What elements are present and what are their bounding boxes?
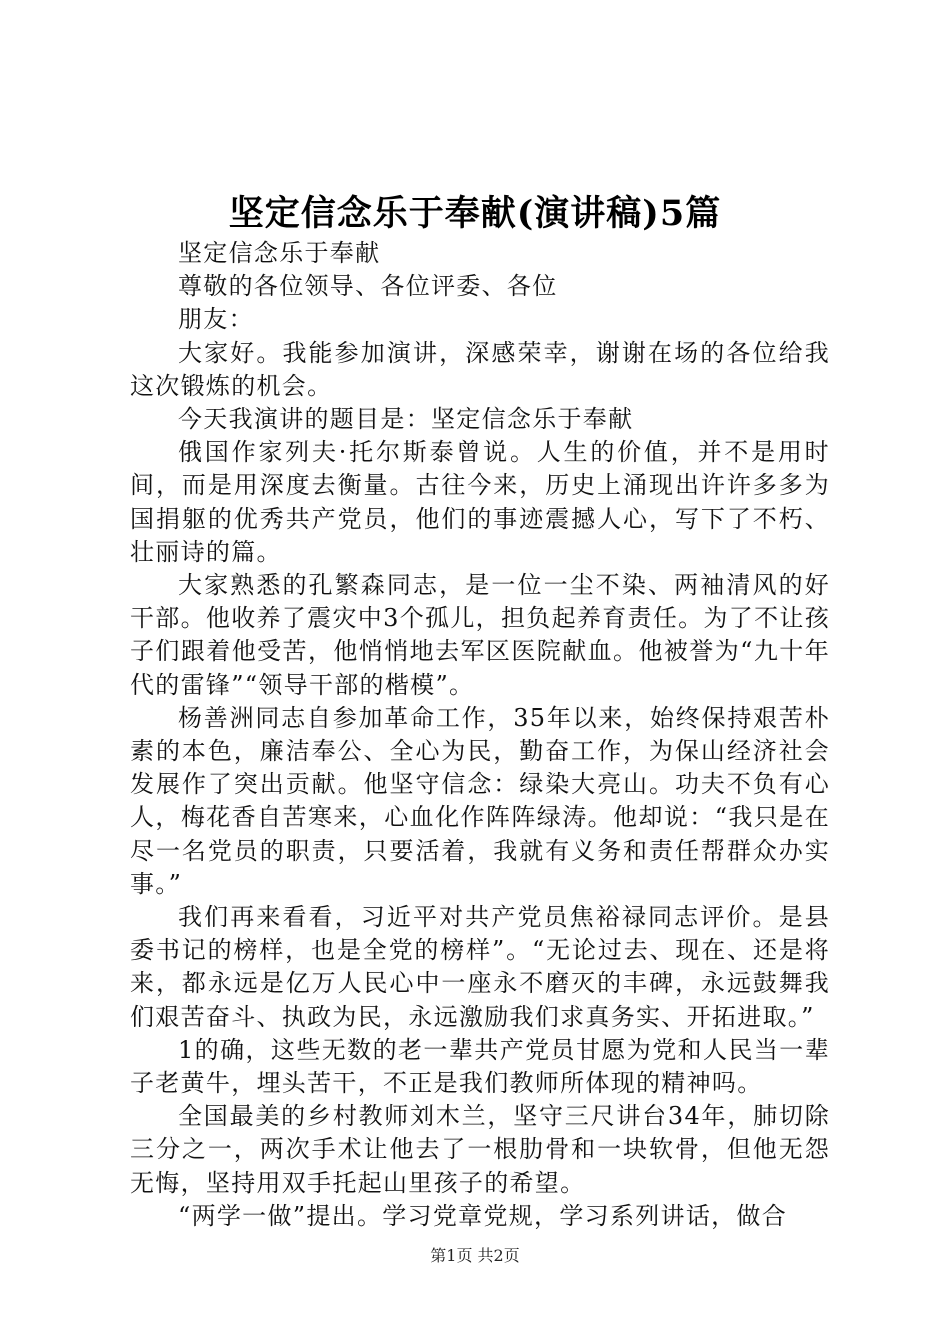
paragraph: 我们再来看看，习近平对共产党员焦裕禄同志评价。是县委书记的榜样，也是全党的榜样”。“无论过去、现在、还是将来，都永远是亿万人民心中一座永不磨灭的丰碑，永远鼓舞我们艰苦奋斗、执政为民，永远激励我们求真务实、开拓进取。” [130, 903, 830, 1031]
paragraph: 俄国作家列夫·托尔斯泰曾说。人生的价值，并不是用时间，而是用深度去衡量。古往今来，历史上涌现出许许多多为国捐躯的优秀共产党员，他们的事迹震撼人心，写下了不朽、壮丽诗的篇。 [130, 438, 830, 566]
paragraph: 大家熟悉的孔繁森同志，是一位一尘不染、两袖清风的好干部。他收养了震灾中3个孤儿，担负起养育责任。为了不让孩子们跟着他受苦，他悄悄地去军区医院献血。他被誉为“九十年代的雷锋”“领导干部的楷模”。 [130, 571, 830, 699]
paragraph: 坚定信念乐于奉献 [178, 239, 381, 267]
paragraph: 大家好。我能参加演讲，深感荣幸，谢谢在场的各位给我这次锻炼的机会。 [130, 338, 830, 400]
paragraph: “两学一做”提出。学习党章党规，学习系列讲话，做合 [178, 1201, 788, 1230]
paragraph: 杨善洲同志自参加革命工作，35年以来，始终保持艰苦朴素的本色，廉洁奉公、全心为民，勤奋工作，为保山经济社会发展作了突出贡献。他坚守信念：绿染大亮山。功夫不负有心人，梅花香自苦寒来，心血化作阵阵绿涛。他却说：“我只是在尽一名党员的职责，只要活着，我就有义务和责任帮群众办实事。” [130, 703, 830, 898]
paragraph: 1的确，这些无数的老一辈共产党员甘愿为党和人民当一辈子老黄牛，埋头苦干，不正是我们教师所体现的精神吗。 [130, 1035, 830, 1098]
paragraph: 尊敬的各位领导、各位评委、各位 [178, 272, 558, 301]
document-title: 坚定信念乐于奉献(演讲稿)5篇 [228, 193, 722, 234]
paragraph: 朋友： [178, 305, 254, 334]
document-body [130, 237, 830, 1233]
page-footer: 第1页 共2页 [430, 1246, 520, 1265]
paragraph: 今天我演讲的题目是：坚定信念乐于奉献 [178, 405, 634, 434]
paragraph: 全国最美的乡村教师刘木兰，坚守三尺讲台34年，肺切除三分之一，两次手术让他去了一根肋骨和一块软骨，但他无怨无悔，坚持用双手托起山里孩子的希望。 [130, 1102, 830, 1197]
